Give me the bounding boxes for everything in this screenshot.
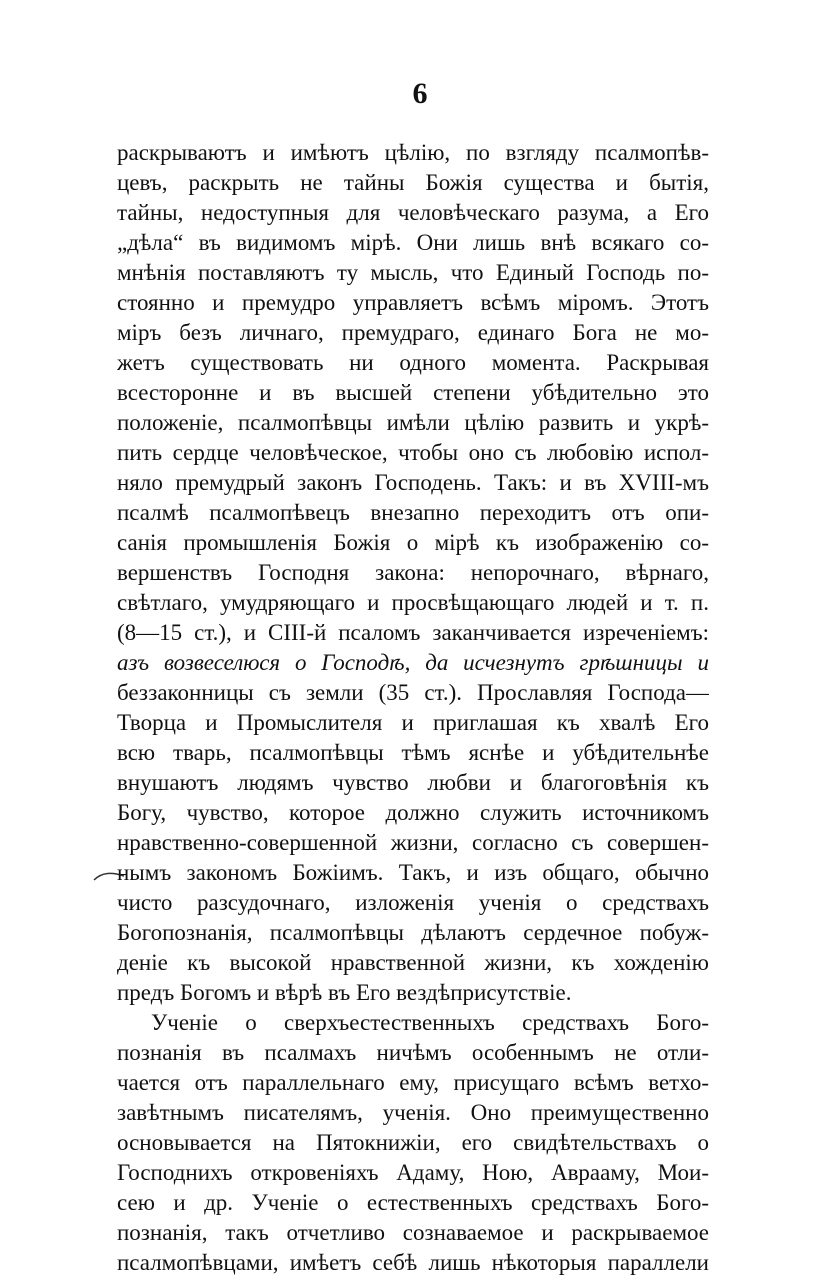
text-line: Господнихъ откровеніяхъ Адаму, Ною, Аврааму, Мои- bbox=[117, 1160, 709, 1185]
text-line: тайны, недоступныя для человѣческаго разума, а Его bbox=[117, 200, 709, 225]
text-line: пить сердце человѣческое, чтобы оно съ любовію испол- bbox=[117, 440, 709, 465]
text-line: положеніе, псалмопѣвцы имѣли цѣлію развить и укрѣ- bbox=[117, 410, 709, 435]
text-line: Богопознанія, псалмопѣвцы дѣлаютъ сердечное побуж- bbox=[117, 920, 709, 945]
text-line-paragraph-end: предъ Богомъ и вѣрѣ въ Его вездѣприсутствіе. bbox=[117, 980, 572, 1005]
body-text bbox=[117, 138, 709, 1278]
text-line: всесторонне и въ высшей степени убѣдительно это bbox=[117, 380, 709, 405]
text-line-paragraph-start: Ученіе о сверхъестественныхъ средствахъ Бого- bbox=[151, 1010, 709, 1035]
text-line: псалмѣ псалмопѣвецъ внезапно переходитъ отъ опи- bbox=[117, 500, 709, 525]
text-line: раскрываютъ и имѣютъ цѣлію, по взгляду псалмопѣв- bbox=[117, 140, 709, 165]
text-line: познанія въ псалмахъ ничѣмъ особеннымъ не отли- bbox=[117, 1040, 709, 1065]
text-line: няло премудрый законъ Господень. Такъ: и въ XVIII-мъ bbox=[117, 470, 709, 495]
text-line: стоянно и премудро управляетъ всѣмъ міромъ. Этотъ bbox=[117, 290, 709, 315]
text-line: чисто разсудочнаго, изложенія ученія о средствахъ bbox=[117, 890, 709, 915]
text-line: жетъ существовать ни одного момента. Раскрывая bbox=[117, 350, 709, 375]
text-line: (8—15 ст.), и CIII-й псаломъ заканчивается изреченіемъ: bbox=[117, 620, 709, 645]
text-line: деніе къ высокой нравственной жизни, къ хожденію bbox=[117, 950, 709, 975]
text-line: чается отъ параллельнаго ему, присущаго всѣмъ ветхо- bbox=[117, 1070, 709, 1095]
text-line: цевъ, раскрыть не тайны Божія существа и бытія, bbox=[117, 170, 709, 195]
text-line: всю тварь, псалмопѣвцы тѣмъ яснѣе и убѣдительнѣе bbox=[117, 740, 709, 765]
text-line: санія промышленія Божія о мірѣ къ изображенію со- bbox=[117, 530, 709, 555]
text-line: беззаконницы съ земли (35 ст.). Прославляя Господа— bbox=[117, 680, 709, 705]
page-number: 6 bbox=[412, 77, 428, 110]
text-line: нравственно-совершенной жизни, согласно съ совершен- bbox=[117, 830, 709, 855]
text-line-quote: азъ возвеселюся о Господѣ, да исчезнутъ грѣшницы и bbox=[117, 650, 709, 675]
text-line: нымъ закономъ Божіимъ. Такъ, и изъ общаго, обычно bbox=[117, 860, 709, 885]
text-line: сею и др. Ученіе о естественныхъ средствахъ Бого- bbox=[117, 1190, 709, 1215]
text-line: внушаютъ людямъ чувство любви и благоговѣнія къ bbox=[117, 770, 709, 795]
text-line: основывается на Пятокнижіи, его свидѣтельствахъ о bbox=[117, 1130, 709, 1155]
text-line: Богу, чувство, которое должно служить источникомъ bbox=[117, 800, 709, 825]
text-line: „дѣла“ въ видимомъ мірѣ. Они лишь внѣ всякаго со- bbox=[117, 230, 709, 255]
text-line: міръ безъ личнаго, премудраго, единаго Бога не мо- bbox=[117, 320, 709, 345]
text-line: мнѣнія поставляютъ ту мысль, что Единый Господь по- bbox=[117, 260, 709, 285]
text-line: Творца и Промыслителя и приглашая къ хвалѣ Его bbox=[117, 710, 709, 735]
text-line: псалмопѣвцами, имѣетъ себѣ лишь нѣкоторыя параллели bbox=[117, 1250, 709, 1275]
text-line: завѣтнымъ писателямъ, ученія. Оно преимущественно bbox=[117, 1100, 709, 1125]
text-line: вершенствъ Господня закона: непорочнаго, вѣрнаго, bbox=[117, 560, 709, 585]
text-line: свѣтлаго, умудряющаго и просвѣщающаго людей и т. п. bbox=[117, 590, 709, 615]
text-line: познанія, такъ отчетливо сознаваемое и раскрываемое bbox=[117, 1220, 709, 1245]
